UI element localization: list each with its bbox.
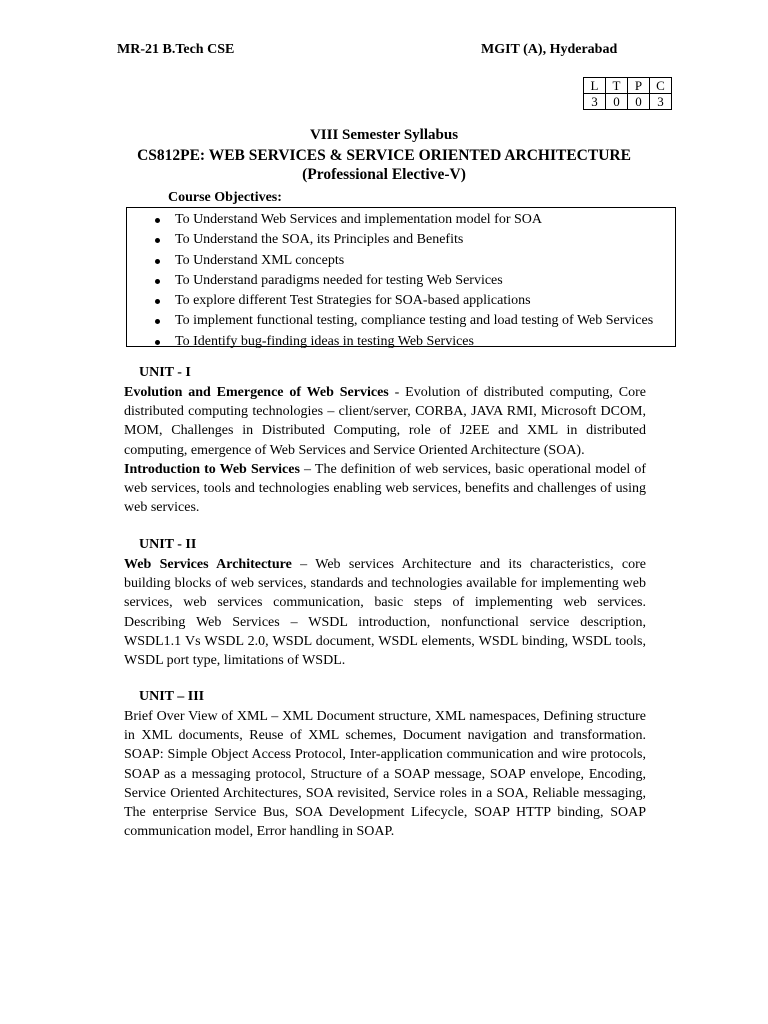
objective-item bbox=[127, 291, 675, 311]
ltpc-value-t: 0 bbox=[606, 94, 628, 110]
bullet-icon bbox=[155, 319, 160, 324]
bullet-icon bbox=[155, 218, 160, 223]
bullet-icon bbox=[155, 340, 160, 345]
objective-text: To explore different Test Strategies for SOA-based applications bbox=[175, 293, 531, 309]
unit-2-title: UNIT - II bbox=[139, 537, 197, 552]
unit-1-title: UNIT - I bbox=[139, 365, 191, 380]
ltpc-value-p: 0 bbox=[628, 94, 650, 110]
bullet-icon bbox=[155, 279, 160, 284]
unit-2-text-1: – Web services Architecture and its characteristics, core building blocks of web services, standards and technologies available for implementing web services, web services communication, basic steps of implementing web services. Describing Web Services – WSDL introduction, nonfunctional service description, WSDL1.1 Vs WSDL 2.0, WSDL document, WSDL elements, WSDL binding, WSDL tools, WSDL port type, limitations of WSDL. bbox=[124, 557, 646, 669]
ltpc-header-l: L bbox=[584, 78, 606, 94]
objective-text: To Understand Web Services and implementation model for SOA bbox=[175, 212, 543, 227]
course-title: CS812PE: WEB SERVICES & SERVICE ORIENTED ARCHITECTURE bbox=[137, 147, 631, 164]
unit-2-paragraph-1 bbox=[124, 555, 646, 670]
unit-3-text-1: Brief Over View of XML – XML Document structure, XML namespaces, Defining structure in XML documents, Reuse of XML schemes, Document navigation and transformation. SOAP: Simple Object Access Protocol, Inter-application communication and wire protocols, SOAP as a messaging protocol, Structure of a SOAP message, SOAP envelope, Encoding, Service Oriented Architectures, SOA revisited, Service roles in a SOA, Reliable messaging, The enterprise Service Bus, SOA Development Lifecycle, SOAP HTTP binding, SOAP communication model, Error handling in SOAP. bbox=[124, 709, 646, 840]
ltpc-value-row bbox=[584, 94, 672, 110]
unit-3-paragraph-1 bbox=[124, 707, 646, 841]
objective-item bbox=[127, 210, 675, 230]
objectives-box bbox=[126, 207, 676, 347]
unit-1-text-1: - Evolution of distributed computing, Core distributed computing technologies – client/server, CORBA, JAVA RMI, Microsoft DCOM, MOM, Challenges in Distributed Computing, role of J2EE and XML in distributed computing, emergence of Web Services and Service Oriented Architecture (SOA). bbox=[124, 385, 646, 458]
objective-item bbox=[127, 271, 675, 291]
objectives-heading: Course Objectives: bbox=[168, 190, 282, 205]
ltpc-value-l: 3 bbox=[584, 94, 606, 110]
ltpc-header-p: P bbox=[628, 78, 650, 94]
ltpc-table bbox=[583, 77, 672, 110]
objective-item bbox=[127, 251, 675, 271]
unit-3-title: UNIT – III bbox=[139, 689, 205, 704]
header-right: MGIT (A), Hyderabad bbox=[481, 42, 618, 57]
unit-1-text-2: – The definition of web services, basic operational model of web services, tools and technologies enabling web services, benefits and challenges of using web services. bbox=[124, 462, 646, 516]
ltpc-header-t: T bbox=[606, 78, 628, 94]
unit-1-paragraph-1 bbox=[124, 383, 646, 460]
bullet-icon bbox=[155, 299, 160, 304]
header-left: MR-21 B.Tech CSE bbox=[117, 42, 235, 57]
objective-text: To Understand the SOA, its Principles and Benefits bbox=[175, 232, 464, 248]
objective-text: To implement functional testing, compliance testing and load testing of Web Services bbox=[175, 313, 654, 329]
bullet-icon bbox=[155, 259, 160, 264]
unit-1-topic-2: Introduction to Web Services bbox=[124, 462, 300, 477]
objective-text: To Understand paradigms needed for testing Web Services bbox=[175, 272, 503, 288]
ltpc-value-c: 3 bbox=[650, 94, 672, 110]
unit-2-topic-1: Web Services Architecture bbox=[124, 557, 292, 572]
objective-text: To Identify bug-finding ideas in testing Web Services bbox=[175, 333, 474, 349]
unit-1-topic-1: Evolution and Emergence of Web Services bbox=[124, 385, 389, 400]
objectives-list bbox=[127, 208, 675, 352]
bullet-icon bbox=[155, 238, 160, 243]
semester-title: VIII Semester Syllabus bbox=[309, 127, 459, 143]
ltpc-header-row bbox=[584, 78, 672, 94]
unit-1-paragraph-2 bbox=[124, 460, 646, 518]
elective-title: (Professional Elective-V) bbox=[302, 166, 466, 183]
objective-item bbox=[127, 311, 675, 331]
objective-item bbox=[127, 230, 675, 250]
ltpc-header-c: C bbox=[650, 78, 672, 94]
objective-item bbox=[127, 332, 675, 352]
objective-text: To Understand XML concepts bbox=[175, 252, 345, 268]
